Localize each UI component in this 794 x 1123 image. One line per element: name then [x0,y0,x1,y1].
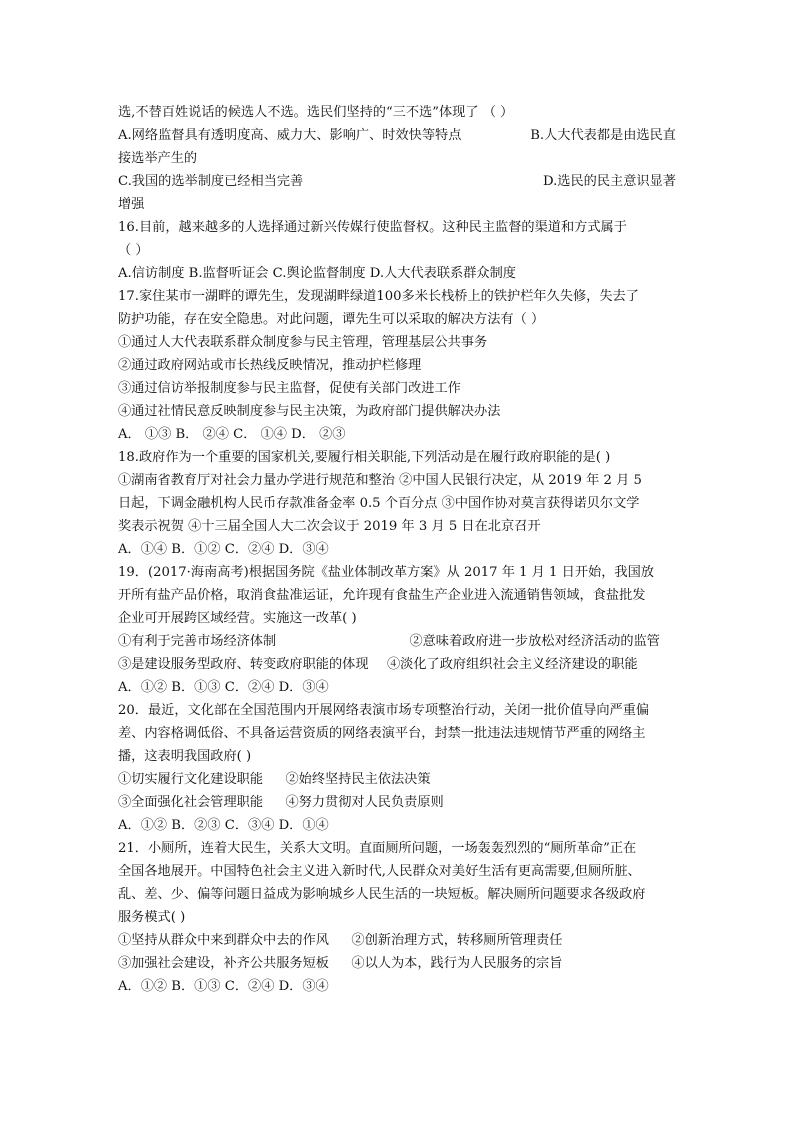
q18-answers: A．①④ B．①② C．②④ D．③④ [118,542,329,557]
q20-items-row1 [118,768,676,791]
q15-option-b: B.人大代表都是由选民直 [530,128,676,143]
q21-items-row2 [118,952,676,975]
q21-item-1: ①坚持从群众中来到群众中去的作风 [118,933,329,948]
q20-item-3: ③全面强化社会管理职能 [118,795,264,810]
q17-stem: 17.家住某市一湖畔的谭先生，发现湖畔绿道100多米长栈桥上的铁护栏年久失修，失去了 [118,289,639,304]
q20-stem-cont1: 差、内容格调低俗、不具备运营资质的网络表演平台，封禁一批违法违规情节严重的网络主 [118,726,646,741]
q15-options-row2 [118,170,676,193]
q19-item-4: ④淡化了政府组织社会主义经济建设的职能 [386,657,638,672]
q21-item-4: ④以人为本，践行为人民服务的宗旨 [351,956,563,971]
q17-item-2: ②通过政府网站或市长热线反映情况，推动护栏修理 [118,358,422,373]
q16-stem: 16.目前，越来越多的人选择通过新兴传媒行使监督权。这种民主监督的渠道和方式属于 [118,220,627,235]
q21-stem-cont1: 全国各地展开。中国特色社会主义进入新时代,人民群众对美好生活有更高需要,但厕所脏、 [118,864,641,879]
q18-items-line2: 日起，下调金融机构人民币存款准备金率 0.5 个百分点 ③中国作协对莫言获得诺贝尔文学 [118,496,640,511]
q20-item-4: ④努力贯彻对人民负责原则 [285,795,444,810]
q17-item-3: ③通过信访举报制度参与民主监督，促使有关部门改进工作 [118,381,461,396]
q15-option-c: C.我国的选举制度已经相当完善 [118,174,304,189]
q19-item-1: ①有利于完善市场经济体制 [118,634,277,649]
q20-items-row2 [118,791,676,814]
q19-item-2: ②意味着政府进一步放松对经济活动的监管 [409,634,660,649]
q21-answers: A．①② B．①③ C．②④ D．③④ [118,979,329,994]
q20-stem: 20．最近，文化部在全国范围内开展网络表演市场专项整治行动，关闭一批价值导向严重偏 [118,703,650,718]
q17-item-1: ①通过人大代表联系群众制度参与民主管理，管理基层公共事务 [118,335,488,350]
q16-stem-cont: （ ） [118,243,149,258]
q19-items-row2 [118,653,676,676]
q21-stem-cont2: 乱、差、少、偏等问题日益成为影响城乡人民生活的一块短板。解决厕所问题要求各级政府 [118,887,646,902]
q15-option-d: D.选民的民主意识显著 [543,174,676,189]
q15-option-b-cont: 接选举产生的 [118,151,198,166]
q15-stem-tail: 选,不替百姓说话的候选人不选。选民们坚持的“三不选”体现了 （ ） [118,105,514,120]
q19-answers: A．①② B．①③ C．②④ D．③④ [118,680,329,695]
q17-item-4: ④通过社情民意反映制度参与民主决策，为政府部门提供解决办法 [118,404,501,419]
q20-item-2: ②始终坚持民主依法决策 [285,772,431,787]
q15-option-a: A.网络监督具有透明度高、威力大、影响广、时效快等特点 [118,128,462,143]
q21-stem-cont3: 服务模式( ) [118,910,186,925]
q16-options: A.信访制度 B.监督听证会 C.舆论监督制度 D.人大代表联系群众制度 [118,266,516,281]
q17-stem-cont: 防护功能，存在安全隐患。对此问题，谭先生可以采取的解决方法有（ ） [118,312,545,327]
q21-item-2: ②创新治理方式，转移厕所管理责任 [351,933,563,948]
q15-options-row1 [118,124,676,147]
q15-option-d-cont: 增强 [118,197,145,212]
q19-item-3: ③是建设服务型政府、转变政府职能的体现 [118,657,369,672]
q18-items-line3: 奖表示祝贺 ④十三届全国人大二次会议于 2019 年 3 月 5 日在北京召开 [118,519,541,534]
q19-stem-cont1: 开所有盐产品价格，取消食盐准运证，允许现有食盐生产企业进入流通销售领域，食盐批发 [118,588,646,603]
question-content [118,101,676,998]
q19-stem-cont2: 企业可开展跨区域经营。实施这一改革( ) [118,611,357,626]
q18-items-line1: ①湖南省教育厅对社会力量办学进行规范和整治 ②中国人民银行决定，从 2019 年 2 月 5 [118,473,642,488]
q17-answers: A． ①③ B． ②④ C． ①④ D． ②③ [118,427,346,442]
q21-stem: 21．小厕所，连着大民生，关系大文明。直面厕所问题，一场轰轰烈烈的“厕所革命”正在 [118,841,637,856]
q19-items-row1 [118,630,676,653]
q20-answers: A．①② B．②③ C．③④ D．①④ [118,818,329,833]
q20-item-1: ①切实履行文化建设职能 [118,772,264,787]
q20-stem-cont2: 播，这表明我国政府( ) [118,749,252,764]
q19-stem: 19．(2017·海南高考)根据国务院《盐业体制改革方案》从 2017 年 1 月 1 日开始，我国放 [118,565,654,580]
q18-stem: 18.政府作为一个重要的国家机关,要履行相关职能,下列活动是在履行政府职能的是( ) [118,450,611,465]
q21-items-row1 [118,929,676,952]
q21-item-3: ③加强社会建设，补齐公共服务短板 [118,956,329,971]
